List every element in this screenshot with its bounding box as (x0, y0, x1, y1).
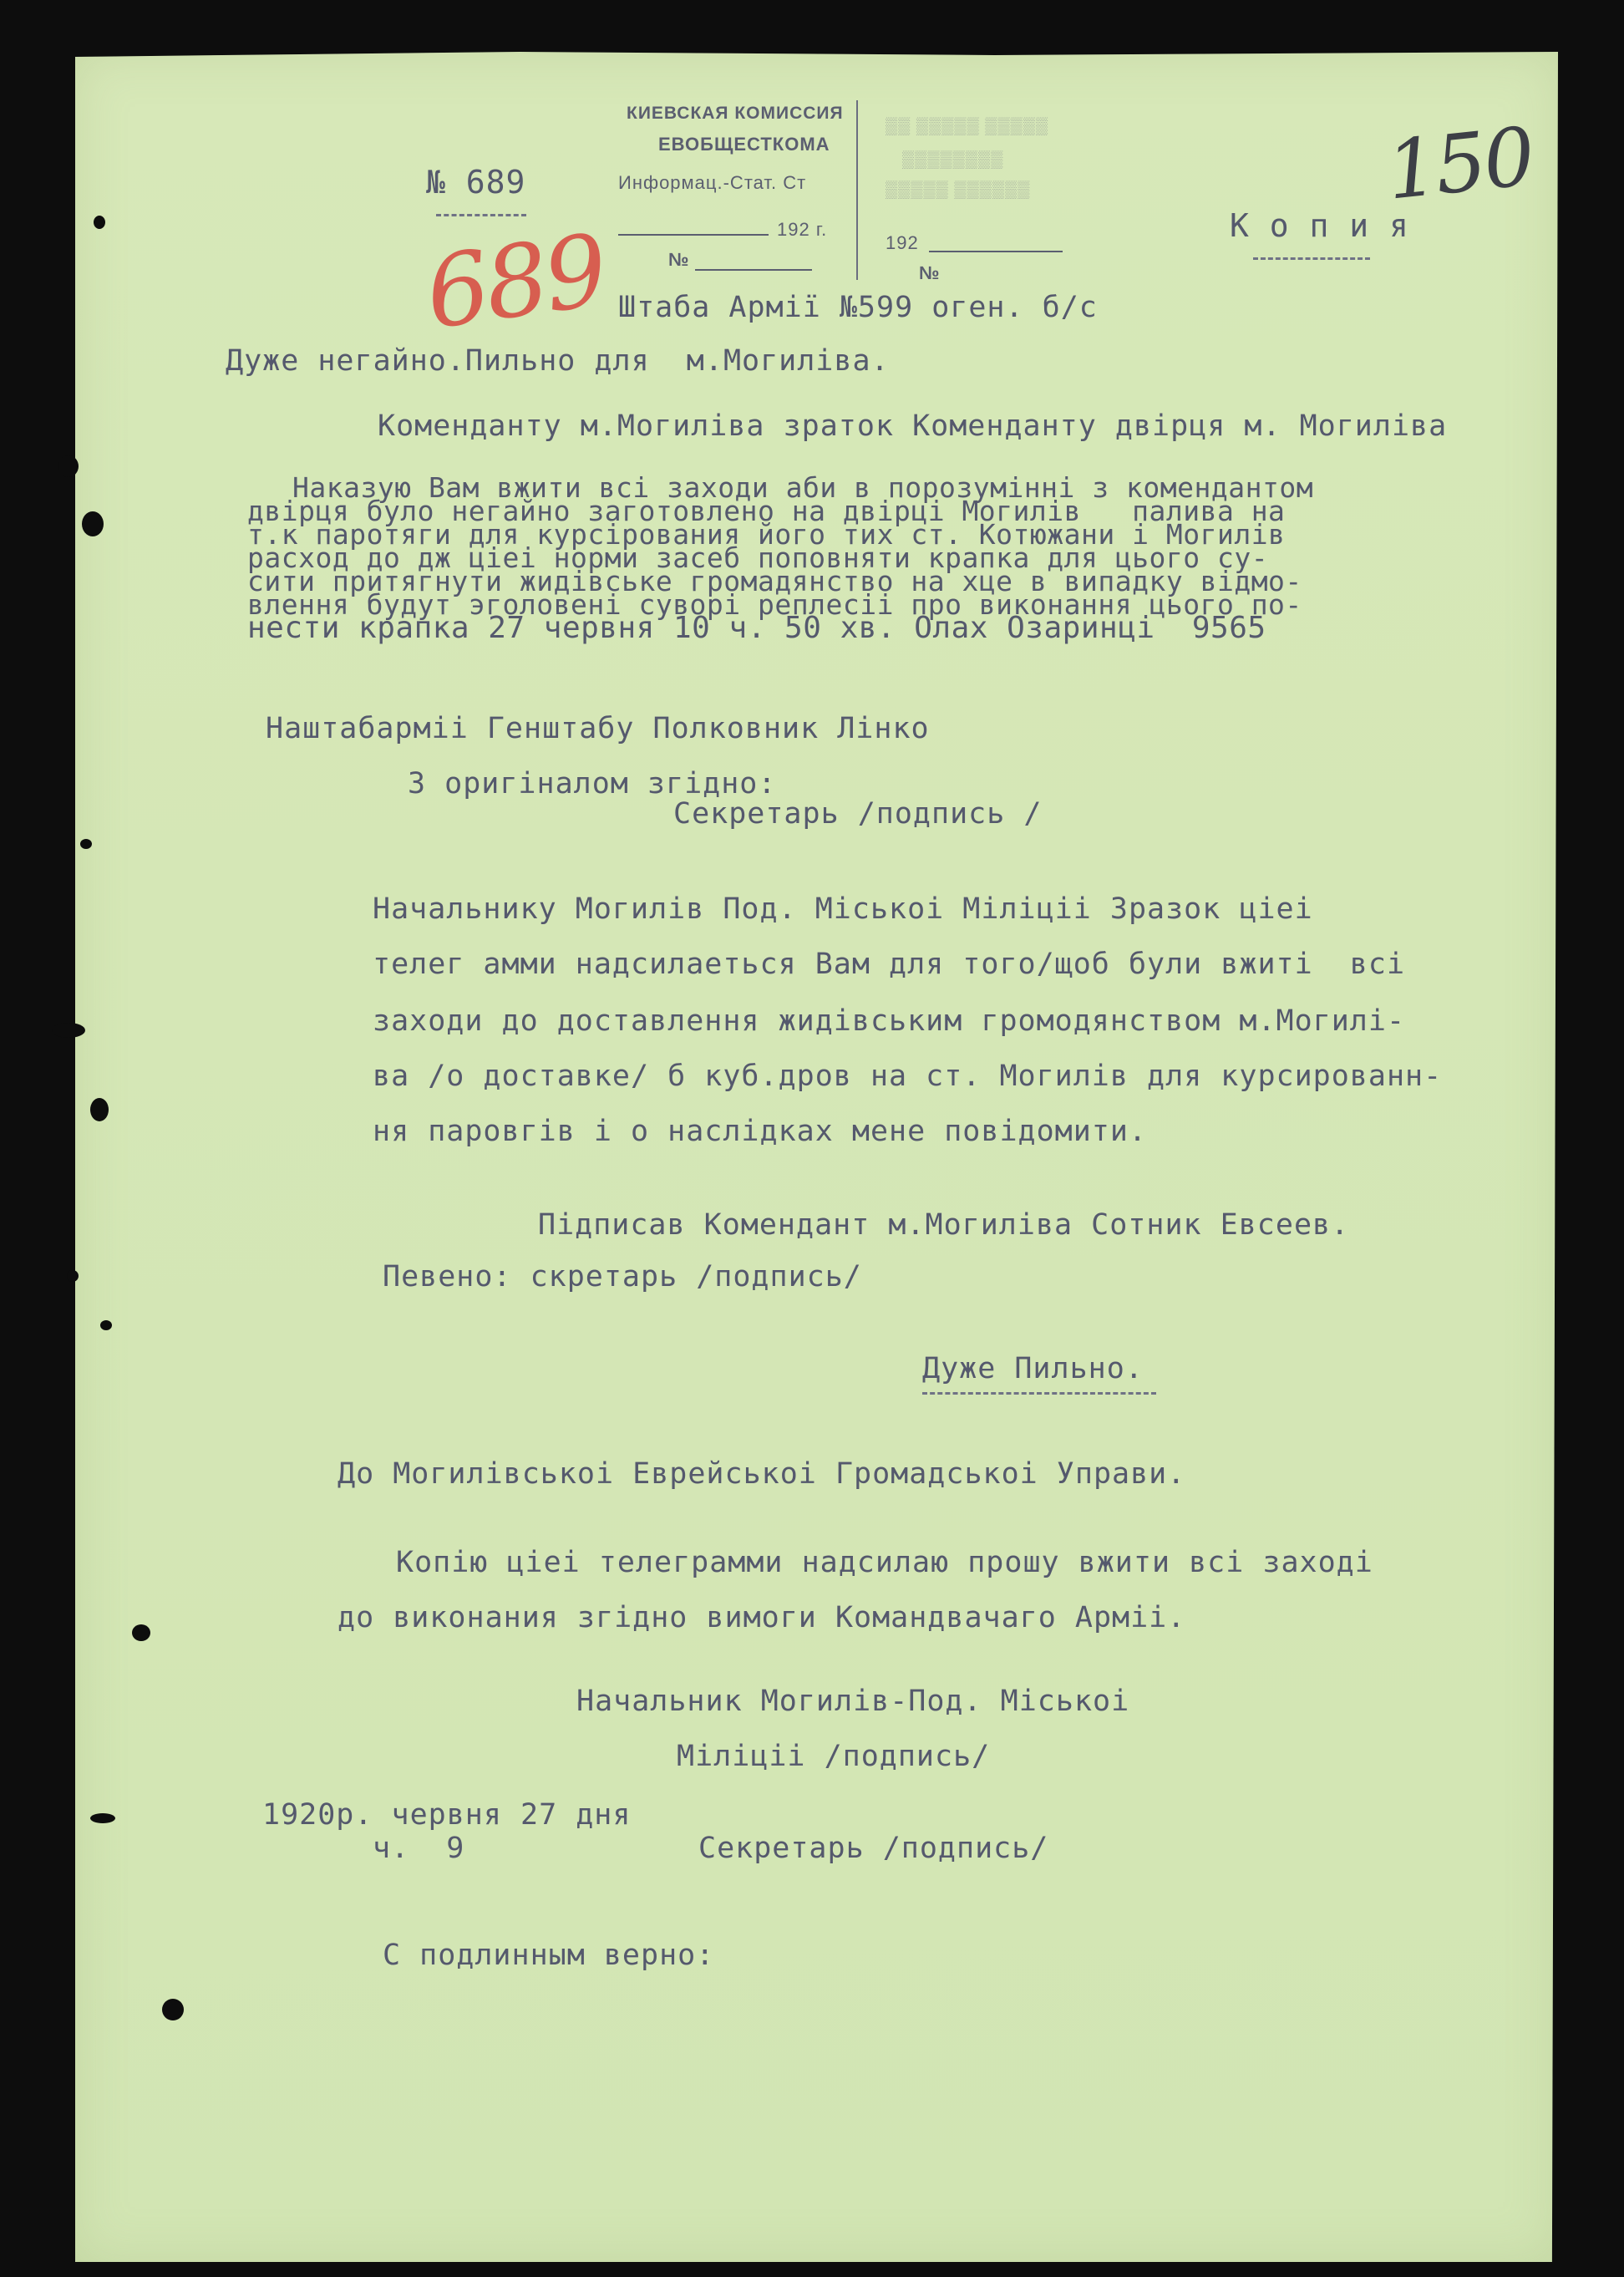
verified-line: Певено: скретарь /подпись/ (383, 1260, 862, 1294)
staff-line: Штаба Армії №599 оген. б/с (618, 291, 1098, 324)
copy-label-underline (1253, 257, 1370, 260)
paragraph-line: ва /о доставке/ б куб.дров на ст. Могилiв для курсированн- (373, 1060, 1443, 1093)
militia-chief-line2: Мiлiцii /подпись/ (677, 1740, 991, 1773)
punch-hole (82, 511, 104, 536)
stamp-number-line (695, 269, 812, 271)
paragraph-line: до виконания згiдно вимоги Командвачаго Армii. (337, 1601, 1186, 1634)
militia-chief-line1: Начальник Могилiв-Под. Мiськоi (576, 1685, 1130, 1718)
paragraph-line: т.к паротяги для курсiрования його тих ст. Котюжани i Могилiв (247, 518, 1286, 551)
paragraph-line: расход до дж цiеi норми засеб поповняти крапка для цього су- (247, 541, 1269, 574)
date-line: 1920р. червня 27 дня (262, 1798, 632, 1832)
punch-hole (100, 1320, 112, 1330)
stamp-date-line (618, 234, 769, 236)
paragraph-line: ня паровгiв i о наслiдках мене повiдомити. (373, 1115, 1148, 1148)
punch-hole (90, 1098, 109, 1121)
stamp-right-faded-text: ▒▒ ▒▒▒▒▒ ▒▒▒▒▒ (886, 117, 1049, 135)
punch-hole (80, 839, 92, 849)
punch-hole (162, 1999, 184, 2020)
paragraph-line: Начальнику Могилiв Под. Мiськоi Мiлiцii Зразок цiеi (373, 892, 1313, 926)
punch-hole (90, 1813, 115, 1823)
paragraph-line: нести крапка 27 червня 10 ч. 50 хв. Олах Озаринцi 9565 (247, 611, 1266, 645)
handwritten-red-number: 689 (419, 211, 612, 352)
stamp-divider (856, 100, 858, 280)
signed-commandant: Пiдписав Комендант м.Могилiва Сотник Евсеев. (538, 1208, 1350, 1242)
secretary-signature-1: Секретарь /подпись / (673, 797, 1043, 831)
stamp-right-faded-text: ▒▒▒▒▒▒▒▒ (902, 150, 1004, 169)
addressee-line: Коменданту м.Могилiва зраток Коменданту двiрця м. Могилiва (378, 409, 1448, 443)
stamp-year: 192 г. (777, 219, 828, 240)
punch-hole (67, 1270, 79, 1282)
document-number: № 689 (426, 164, 526, 201)
signed-chief-of-staff: Наштабармii Генштабу Полковник Лiнко (266, 712, 930, 745)
document-page (75, 52, 1558, 2262)
very-urgent-underline (922, 1392, 1156, 1395)
copy-label: К о п и я (1230, 207, 1409, 244)
stamp-org-line2: ЕВОБЩЕСТКОМА (658, 134, 830, 155)
stamp-right-faded-text: ▒▒▒▒▒ ▒▒▒▒▒▒ (886, 180, 1031, 199)
stamp-right-number-label: № (919, 262, 941, 283)
hour-line: ч. 9 (373, 1832, 465, 1865)
document-number-underline (436, 214, 526, 216)
punch-hole (58, 455, 79, 477)
stamp-right-year: 192 (886, 232, 919, 253)
original-agreement: З оригiналом згiдно: (408, 767, 777, 801)
paragraph-line: двiрця було негайно заготовлено на двiрцi Могилiв палива на (247, 495, 1286, 527)
paragraph-line: сити притягнути жидiвське громадянство на хце в випадку вiдмо- (247, 565, 1302, 597)
secretary-signature-2: Секретарь /подпись/ (698, 1832, 1049, 1865)
true-copy-line: С подлинным верно: (383, 1939, 715, 1972)
paragraph-line: Наказую Вам вжити всi заходи аби в порозумiннi з комендантом (292, 471, 1314, 504)
very-urgent-heading: Дуже Пильно. (922, 1352, 1144, 1385)
paragraph-line: Копiю цiеi телеграмми надсилаю прошу вжити всi заходi (396, 1546, 1373, 1579)
punch-hole (52, 1023, 85, 1038)
urgent-line: Дуже негайно.Пильно для м.Могилiва. (226, 344, 890, 378)
stamp-number-label: № (668, 249, 690, 270)
paragraph-line: телег амми надсилаеться Вам для того/щоб були вжитi всi (373, 948, 1406, 981)
stamp-org-line1: КИЕВСКАЯ КОМИССИЯ (627, 104, 844, 123)
registration-stamp (601, 100, 1078, 283)
paragraph-line: влення будут эголовенi суворi реплесii про виконання цього по- (247, 588, 1302, 621)
punch-hole (132, 1624, 150, 1641)
paragraph-line: заходи до доставлення жидiвським громодянством м.Могилi- (373, 1004, 1406, 1038)
recipient-line: До Могилiвськоi Еврейськоi Громадськоi Управи. (337, 1457, 1186, 1491)
page-number-handwritten: 150 (1382, 109, 1537, 218)
stamp-department: Информац.-Стат. Ст (618, 172, 807, 193)
punch-hole (94, 216, 105, 229)
stamp-right-date-line (929, 251, 1063, 252)
